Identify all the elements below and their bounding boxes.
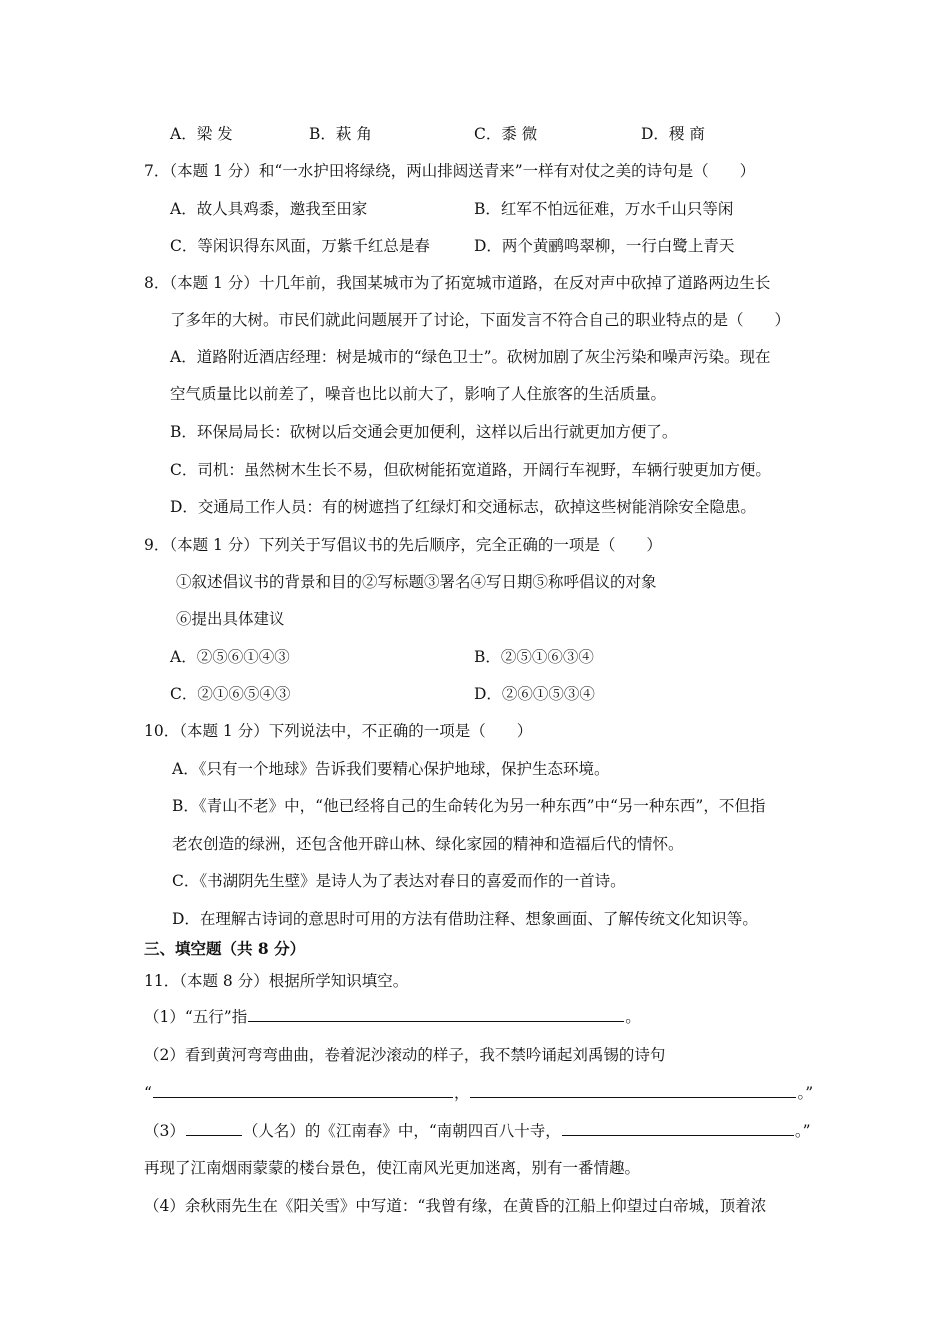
q11-part1-prefix: （1）“五行”指: [144, 1008, 248, 1026]
q9-items-line2: ⑥提出具体建议: [176, 610, 285, 628]
q11-part3-blank-name[interactable]: [186, 1134, 242, 1136]
q8-option-d: D．交通局工作人员：有的树遮挡了红绿灯和交通标志，砍掉这些树能消除安全隐患。: [170, 498, 756, 516]
q7-option-d: D．两个黄鹂鸣翠柳，一行白鹭上青天: [474, 237, 735, 255]
q11-part2-close-quote: 。”: [797, 1084, 814, 1102]
q11-part1-suffix: 。: [625, 1008, 641, 1026]
q8-option-b: B．环保局局长：砍树以后交通会更加便利，这样以后出行就更加方便了。: [170, 423, 678, 441]
q6-option-a: A．梁 发: [170, 125, 233, 143]
q6-option-d: D．稷 商: [641, 125, 705, 143]
q8-stem-line2: 了多年的大树。市民们就此问题展开了讨论，下面发言不符合自己的职业特点的是（ ）: [170, 311, 791, 329]
q11-part3-close: 。”: [794, 1122, 811, 1140]
q8-stem-line1: 8．（本题 1 分）十几年前，我国某城市为了拓宽城市道路，在反对声中砍掉了道路两边生长: [144, 274, 771, 292]
q11-part2-blank1[interactable]: [153, 1096, 453, 1098]
q6-option-c: C．黍 微: [474, 125, 538, 143]
q7-option-c: C．等闲识得东风面，万紫千红总是春: [170, 237, 430, 255]
q11-stem: 11．（本题 8 分）根据所学知识填空。: [144, 972, 409, 990]
q11-part2-line2: [144, 1083, 813, 1103]
q7-stem: 7．（本题 1 分）和“一水护田将绿绕，两山排闼送青来”一样有对仗之美的诗句是（ ）: [144, 162, 756, 180]
q10-option-b-line2: 老农创造的绿洲，还包含他开辟山林、绿化家园的精神和造福后代的情怀。: [172, 835, 684, 853]
q7-option-b: B．红军不怕远征难，万水千山只等闲: [474, 200, 734, 218]
q11-part2-open-quote: “: [144, 1084, 152, 1102]
q6-option-b: B．萩 角: [309, 125, 372, 143]
q8-option-a-line1: A．道路附近酒店经理：树是城市的“绿色卫士”。砍树加剧了灰尘污染和噪声污染。现在: [170, 348, 771, 366]
q8-option-c: C．司机：虽然树木生长不易，但砍树能拓宽道路，开阔行车视野，车辆行驶更加方便。: [170, 461, 771, 479]
q9-stem: 9．（本题 1 分）下列关于写倡议书的先后顺序，完全正确的一项是（ ）: [144, 536, 662, 554]
q9-option-a: A．②⑤⑥①④③: [170, 648, 290, 666]
q9-option-b: B．②⑤①⑥③④: [474, 648, 594, 666]
q11-part3-line2: 再现了江南烟雨蒙蒙的楼台景色，使江南风光更加迷离，别有一番情趣。: [144, 1159, 641, 1177]
q11-part1: [144, 1007, 641, 1027]
q10-option-a: A．《只有一个地球》告诉我们要精心保护地球，保护生态环境。: [172, 760, 610, 778]
q11-part1-blank[interactable]: [248, 1020, 624, 1022]
q11-part3-line1: [144, 1121, 811, 1141]
q10-option-b-line1: B．《青山不老》中，“他已经将自己的生命转化为另一种东西”中“另一种东西”，不但指: [172, 797, 766, 815]
q11-part2-blank2[interactable]: [470, 1096, 796, 1098]
q10-stem: 10．（本题 1 分）下列说法中，不正确的一项是（ ）: [144, 722, 533, 740]
q9-option-d: D．②⑥①⑤③④: [474, 685, 595, 703]
q11-part2-comma: ，: [453, 1084, 470, 1102]
q11-part3-prefix: （3）: [144, 1122, 185, 1140]
q11-part3-mid: （人名）的《江南春》中，“南朝四百八十寺，: [242, 1122, 561, 1140]
q9-items-line1: ①叙述倡议书的背景和目的②写标题③署名④写日期⑤称呼倡议的对象: [176, 573, 657, 591]
section-title-fill-in: 三、填空题（共 8 分）: [144, 939, 306, 958]
q9-option-c: C．②①⑥⑤④③: [170, 685, 291, 703]
q10-option-d: D．在理解古诗词的意思时可用的方法有借助注释、想象画面、了解传统文化知识等。: [172, 910, 758, 928]
q11-part4: （4）余秋雨先生在《阳关雪》中写道：“我曾有缘，在黄昏的江船上仰望过白帝城，顶着浓: [144, 1197, 767, 1215]
q11-part3-blank-poem[interactable]: [562, 1134, 794, 1136]
q10-option-c: C．《书湖阴先生壁》是诗人为了表达对春日的喜爱而作的一首诗。: [172, 872, 626, 890]
q8-option-a-line2: 空气质量比以前差了，噪音也比以前大了，影响了人住旅客的生活质量。: [170, 385, 667, 403]
q11-part2-line1: （2）看到黄河弯弯曲曲，卷着泥沙滚动的样子，我不禁吟诵起刘禹锡的诗句: [144, 1046, 666, 1064]
q7-option-a: A．故人具鸡黍，邀我至田家: [170, 200, 368, 218]
